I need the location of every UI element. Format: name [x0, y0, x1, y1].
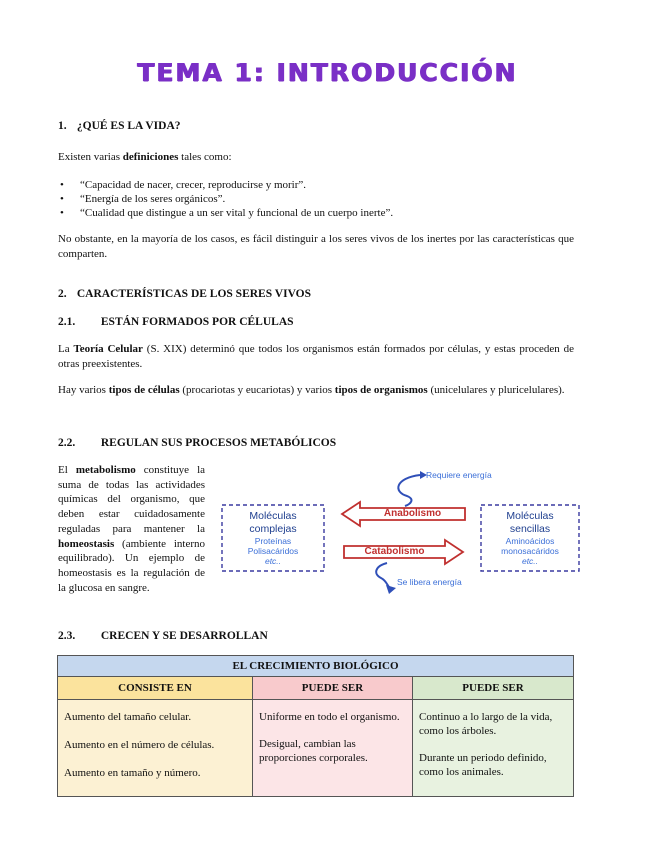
table-header: PUEDE SER	[413, 677, 574, 700]
table-title: EL CRECIMIENTO BIOLÓGICO	[58, 656, 574, 677]
consists-of-cell	[58, 700, 253, 797]
section-2-heading	[58, 288, 311, 300]
section-2-number: 2.	[58, 288, 67, 300]
energy-out-curve	[376, 563, 391, 589]
list-item: Durante un periodo definido, como los animales.	[419, 752, 547, 778]
anabolism-label: Anabolismo	[383, 508, 442, 519]
list-item: • “Cualidad que distingue a un ser vital y funcional de un cuerpo inerte”.	[58, 206, 574, 220]
list-item: Uniforme en todo el organismo.	[259, 711, 400, 723]
energy-in-curve	[398, 475, 420, 506]
catabolism-label: Catabolismo	[364, 546, 425, 557]
subsection-2-3-heading: 2.3. CRECEN Y SE DESARROLLAN	[58, 630, 268, 642]
metabolism-diagram	[215, 462, 595, 597]
list-item: Aumento en el número de células.	[64, 739, 215, 751]
cell-theory-paragraph: La Teoría Celular (S. XIX) determinó que todos los organismos están formados por células, y estas proceden de otras preexistentes.	[58, 343, 574, 370]
can-be-cell-1	[253, 700, 413, 797]
complex-molecules: Moléculas complejas Proteínas Polisacáridos etc..	[247, 510, 299, 566]
section-2-title: CARACTERÍSTICAS DE LOS SERES VIVOS	[76, 288, 311, 300]
subsection-2-1-heading: 2.1. ESTÁN FORMADOS POR CÉLULAS	[58, 316, 294, 328]
cell-types-paragraph: Hay varios tipos de células (procariotas y eucariotas) y varios tipos de organismos (unicelulares y pluricelulares).	[58, 384, 565, 396]
section-1-title: ¿QUÉ ES LA VIDA?	[76, 120, 181, 132]
table-row	[58, 700, 574, 797]
list-item: • “Energía de los seres orgánicos”.	[58, 192, 574, 206]
energy-out-arrowhead	[386, 585, 396, 594]
growth-table	[57, 655, 574, 797]
simple-molecules: Moléculas sencillas Aminoácidos monosacáridos etc..	[501, 510, 559, 566]
list-item: Aumento en tamaño y número.	[64, 767, 201, 779]
page-title: TEMA 1: INTRODUCCIÓN	[137, 58, 518, 87]
table-header: PUEDE SER	[253, 677, 413, 700]
definitions-list	[58, 178, 574, 220]
list-item: Aumento del tamaño celular.	[64, 711, 192, 723]
list-item: • “Capacidad de nacer, crecer, reproducirse y morir”.	[58, 178, 574, 192]
releases-energy-label: Se libera energía	[397, 577, 462, 587]
list-item: Desigual, cambian las proporciones corporales.	[259, 738, 368, 764]
section-1-number: 1.	[58, 120, 67, 132]
subsection-2-2-heading: 2.2. REGULAN SUS PROCESOS METABÓLICOS	[58, 437, 337, 449]
section-1-heading	[58, 120, 181, 132]
requires-energy-label: Requiere energía	[426, 470, 492, 480]
metabolism-paragraph: El metabolismo constituye la suma de todas las actividades químicas del organismo, que deben estar cuidadosamente reguladas para mantener la homeostasis (ambiente interno equilibrado). Un ejemplo de homeostasis es la regulación de la glucosa en sangre.	[58, 464, 206, 594]
table-header: CONSISTE EN	[58, 677, 253, 700]
section-1-closing: No obstante, en la mayoría de los casos, es fácil distinguir a los seres vivos de los inertes por las características que comparten.	[58, 233, 574, 260]
can-be-cell-2	[413, 700, 574, 797]
list-item: Continuo a lo largo de la vida, como los árboles.	[419, 711, 553, 737]
section-1-intro: Existen varias definiciones tales como:	[58, 151, 232, 163]
